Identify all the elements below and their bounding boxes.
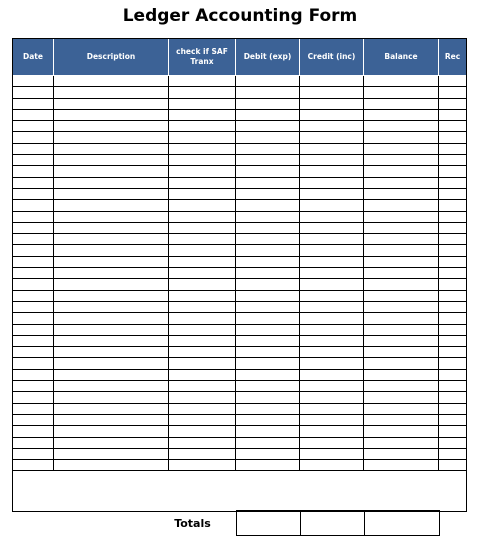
- header-credit: Credit (inc): [300, 39, 364, 76]
- ledger-row: [13, 166, 467, 177]
- date-cell[interactable]: [13, 211, 54, 222]
- date-cell[interactable]: [13, 98, 54, 109]
- credit-cell[interactable]: [300, 301, 364, 312]
- credit-cell[interactable]: [300, 109, 364, 120]
- credit-cell[interactable]: [300, 143, 364, 154]
- balance-cell[interactable]: [364, 177, 439, 188]
- balance-cell[interactable]: [364, 324, 439, 335]
- description-cell[interactable]: [54, 381, 169, 392]
- description-cell[interactable]: [54, 392, 169, 403]
- credit-cell[interactable]: [300, 358, 364, 369]
- totals-debit-cell[interactable]: [236, 510, 301, 536]
- saf-cell[interactable]: [169, 268, 236, 279]
- date-cell[interactable]: [13, 358, 54, 369]
- saf-cell[interactable]: [169, 132, 236, 143]
- credit-cell[interactable]: [300, 234, 364, 245]
- date-cell[interactable]: [13, 76, 54, 87]
- date-cell[interactable]: [13, 335, 54, 346]
- balance-cell[interactable]: [364, 234, 439, 245]
- credit-cell[interactable]: [300, 414, 364, 425]
- description-cell[interactable]: [54, 211, 169, 222]
- ledger-row: [13, 200, 467, 211]
- description-cell[interactable]: [54, 155, 169, 166]
- date-cell[interactable]: [13, 426, 54, 437]
- saf-cell[interactable]: [169, 143, 236, 154]
- description-cell[interactable]: [54, 426, 169, 437]
- debit-cell[interactable]: [236, 76, 300, 87]
- description-cell[interactable]: [54, 460, 169, 471]
- rec-cell[interactable]: [439, 426, 467, 437]
- debit-cell[interactable]: [236, 358, 300, 369]
- saf-cell[interactable]: [169, 121, 236, 132]
- credit-cell[interactable]: [300, 245, 364, 256]
- balance-cell[interactable]: [364, 347, 439, 358]
- balance-cell[interactable]: [364, 358, 439, 369]
- ledger-row: [13, 460, 467, 471]
- rec-cell[interactable]: [439, 200, 467, 211]
- saf-cell[interactable]: [169, 222, 236, 233]
- rec-cell[interactable]: [439, 414, 467, 425]
- ledger-row: [13, 279, 467, 290]
- balance-cell[interactable]: [364, 301, 439, 312]
- header-balance: Balance: [364, 39, 439, 76]
- credit-cell[interactable]: [300, 121, 364, 132]
- header-saf: check if SAF Tranx: [169, 39, 236, 76]
- debit-cell[interactable]: [236, 211, 300, 222]
- description-cell[interactable]: [54, 200, 169, 211]
- ledger-row: [13, 381, 467, 392]
- debit-cell[interactable]: [236, 381, 300, 392]
- date-cell[interactable]: [13, 437, 54, 448]
- form-title: Ledger Accounting Form: [122, 6, 358, 26]
- header-date: Date: [13, 39, 54, 76]
- description-cell[interactable]: [54, 369, 169, 380]
- description-cell[interactable]: [54, 222, 169, 233]
- credit-cell[interactable]: [300, 313, 364, 324]
- credit-cell[interactable]: [300, 132, 364, 143]
- ledger-row: [13, 324, 467, 335]
- balance-cell[interactable]: [364, 121, 439, 132]
- saf-cell[interactable]: [169, 211, 236, 222]
- ledger-row: [13, 76, 467, 87]
- saf-cell[interactable]: [169, 414, 236, 425]
- saf-cell[interactable]: [169, 177, 236, 188]
- credit-cell[interactable]: [300, 268, 364, 279]
- saf-cell[interactable]: [169, 335, 236, 346]
- balance-cell[interactable]: [364, 313, 439, 324]
- date-cell[interactable]: [13, 324, 54, 335]
- description-cell[interactable]: [54, 245, 169, 256]
- date-cell[interactable]: [13, 369, 54, 380]
- rec-cell[interactable]: [439, 437, 467, 448]
- debit-cell[interactable]: [236, 460, 300, 471]
- debit-cell[interactable]: [236, 177, 300, 188]
- ledger-row: [13, 437, 467, 448]
- ledger-table: [12, 38, 467, 471]
- debit-cell[interactable]: [236, 155, 300, 166]
- date-cell[interactable]: [13, 166, 54, 177]
- header-debit: Debit (exp): [236, 39, 300, 76]
- balance-cell[interactable]: [364, 166, 439, 177]
- ledger-row: [13, 132, 467, 143]
- rec-cell[interactable]: [439, 245, 467, 256]
- rec-cell[interactable]: [439, 256, 467, 267]
- description-cell[interactable]: [54, 143, 169, 154]
- rec-cell[interactable]: [439, 155, 467, 166]
- rec-cell[interactable]: [439, 290, 467, 301]
- credit-cell[interactable]: [300, 448, 364, 459]
- saf-cell[interactable]: [169, 166, 236, 177]
- balance-cell[interactable]: [364, 245, 439, 256]
- saf-cell[interactable]: [169, 76, 236, 87]
- rec-cell[interactable]: [439, 211, 467, 222]
- balance-cell[interactable]: [364, 403, 439, 414]
- saf-cell[interactable]: [169, 188, 236, 199]
- rec-cell[interactable]: [439, 98, 467, 109]
- rec-cell[interactable]: [439, 347, 467, 358]
- balance-cell[interactable]: [364, 256, 439, 267]
- debit-cell[interactable]: [236, 234, 300, 245]
- description-cell[interactable]: [54, 87, 169, 98]
- rec-cell[interactable]: [439, 87, 467, 98]
- rec-cell[interactable]: [439, 369, 467, 380]
- balance-cell[interactable]: [364, 381, 439, 392]
- debit-cell[interactable]: [236, 403, 300, 414]
- credit-cell[interactable]: [300, 460, 364, 471]
- credit-cell[interactable]: [300, 200, 364, 211]
- rec-cell[interactable]: [439, 268, 467, 279]
- header-rec: Rec: [439, 39, 467, 76]
- header-description: Description: [54, 39, 169, 76]
- ledger-row: [13, 301, 467, 312]
- rec-cell[interactable]: [439, 392, 467, 403]
- balance-cell[interactable]: [364, 290, 439, 301]
- totals-balance-cell[interactable]: [364, 510, 440, 536]
- balance-cell[interactable]: [364, 414, 439, 425]
- debit-cell[interactable]: [236, 347, 300, 358]
- rec-cell[interactable]: [439, 313, 467, 324]
- credit-cell[interactable]: [300, 256, 364, 267]
- description-cell[interactable]: [54, 256, 169, 267]
- ledger-row: [13, 369, 467, 380]
- ledger-row: [13, 414, 467, 425]
- description-cell[interactable]: [54, 234, 169, 245]
- credit-cell[interactable]: [300, 426, 364, 437]
- ledger-row: [13, 403, 467, 414]
- debit-cell[interactable]: [236, 109, 300, 120]
- ledger-row: [13, 222, 467, 233]
- saf-cell[interactable]: [169, 234, 236, 245]
- date-cell[interactable]: [13, 234, 54, 245]
- saf-cell[interactable]: [169, 256, 236, 267]
- date-cell[interactable]: [13, 448, 54, 459]
- balance-cell[interactable]: [364, 437, 439, 448]
- debit-cell[interactable]: [236, 188, 300, 199]
- debit-cell[interactable]: [236, 313, 300, 324]
- saf-cell[interactable]: [169, 290, 236, 301]
- ledger-row: [13, 245, 467, 256]
- ledger-row: [13, 121, 467, 132]
- debit-cell[interactable]: [236, 121, 300, 132]
- ledger-row: [13, 358, 467, 369]
- rec-cell[interactable]: [439, 109, 467, 120]
- description-cell[interactable]: [54, 324, 169, 335]
- ledger-row: [13, 177, 467, 188]
- rec-cell[interactable]: [439, 279, 467, 290]
- ledger-row: [13, 155, 467, 166]
- saf-cell[interactable]: [169, 200, 236, 211]
- ledger-row: [13, 234, 467, 245]
- debit-cell[interactable]: [236, 437, 300, 448]
- ledger-row: [13, 347, 467, 358]
- balance-cell[interactable]: [364, 211, 439, 222]
- totals-credit-cell[interactable]: [300, 510, 365, 536]
- debit-cell[interactable]: [236, 166, 300, 177]
- description-cell[interactable]: [54, 290, 169, 301]
- balance-cell[interactable]: [364, 448, 439, 459]
- rec-cell[interactable]: [439, 448, 467, 459]
- date-cell[interactable]: [13, 121, 54, 132]
- ledger-row: [13, 98, 467, 109]
- rec-cell[interactable]: [439, 166, 467, 177]
- ledger-row: [13, 392, 467, 403]
- saf-cell[interactable]: [169, 426, 236, 437]
- saf-cell[interactable]: [169, 109, 236, 120]
- debit-cell[interactable]: [236, 132, 300, 143]
- credit-cell[interactable]: [300, 166, 364, 177]
- saf-cell[interactable]: [169, 98, 236, 109]
- saf-cell[interactable]: [169, 324, 236, 335]
- debit-cell[interactable]: [236, 426, 300, 437]
- balance-cell[interactable]: [364, 460, 439, 471]
- balance-cell[interactable]: [364, 132, 439, 143]
- rec-cell[interactable]: [439, 324, 467, 335]
- balance-cell[interactable]: [364, 335, 439, 346]
- date-cell[interactable]: [13, 268, 54, 279]
- rec-cell[interactable]: [439, 132, 467, 143]
- saf-cell[interactable]: [169, 245, 236, 256]
- balance-cell[interactable]: [364, 109, 439, 120]
- header-row: [13, 39, 467, 76]
- credit-cell[interactable]: [300, 347, 364, 358]
- credit-cell[interactable]: [300, 211, 364, 222]
- balance-cell[interactable]: [364, 426, 439, 437]
- saf-cell[interactable]: [169, 403, 236, 414]
- date-cell[interactable]: [13, 301, 54, 312]
- rec-cell[interactable]: [439, 188, 467, 199]
- date-cell[interactable]: [13, 245, 54, 256]
- ledger-row: [13, 335, 467, 346]
- totals-label: Totals: [174, 517, 211, 530]
- debit-cell[interactable]: [236, 392, 300, 403]
- balance-cell[interactable]: [364, 87, 439, 98]
- credit-cell[interactable]: [300, 437, 364, 448]
- balance-cell[interactable]: [364, 222, 439, 233]
- rec-cell[interactable]: [439, 234, 467, 245]
- credit-cell[interactable]: [300, 403, 364, 414]
- description-cell[interactable]: [54, 301, 169, 312]
- description-cell[interactable]: [54, 414, 169, 425]
- balance-cell[interactable]: [364, 279, 439, 290]
- ledger-body: [13, 76, 467, 471]
- description-cell[interactable]: [54, 448, 169, 459]
- credit-cell[interactable]: [300, 222, 364, 233]
- rec-cell[interactable]: [439, 143, 467, 154]
- date-cell[interactable]: [13, 200, 54, 211]
- debit-cell[interactable]: [236, 98, 300, 109]
- credit-cell[interactable]: [300, 279, 364, 290]
- ledger-row: [13, 426, 467, 437]
- date-cell[interactable]: [13, 381, 54, 392]
- ledger-row: [13, 211, 467, 222]
- ledger-row: [13, 313, 467, 324]
- date-cell[interactable]: [13, 188, 54, 199]
- rec-cell[interactable]: [439, 460, 467, 471]
- saf-cell[interactable]: [169, 301, 236, 312]
- balance-cell[interactable]: [364, 188, 439, 199]
- debit-cell[interactable]: [236, 222, 300, 233]
- debit-cell[interactable]: [236, 335, 300, 346]
- credit-cell[interactable]: [300, 98, 364, 109]
- ledger-row: [13, 87, 467, 98]
- saf-cell[interactable]: [169, 313, 236, 324]
- balance-cell[interactable]: [364, 76, 439, 87]
- credit-cell[interactable]: [300, 177, 364, 188]
- saf-cell[interactable]: [169, 155, 236, 166]
- debit-cell[interactable]: [236, 87, 300, 98]
- saf-cell[interactable]: [169, 358, 236, 369]
- debit-cell[interactable]: [236, 290, 300, 301]
- date-cell[interactable]: [13, 279, 54, 290]
- date-cell[interactable]: [13, 155, 54, 166]
- rec-cell[interactable]: [439, 222, 467, 233]
- saf-cell[interactable]: [169, 392, 236, 403]
- description-cell[interactable]: [54, 437, 169, 448]
- ledger-row: [13, 188, 467, 199]
- description-cell[interactable]: [54, 313, 169, 324]
- date-cell[interactable]: [13, 460, 54, 471]
- rec-cell[interactable]: [439, 403, 467, 414]
- debit-cell[interactable]: [236, 301, 300, 312]
- balance-cell[interactable]: [364, 369, 439, 380]
- rec-cell[interactable]: [439, 358, 467, 369]
- date-cell[interactable]: [13, 143, 54, 154]
- saf-cell[interactable]: [169, 279, 236, 290]
- balance-cell[interactable]: [364, 143, 439, 154]
- date-cell[interactable]: [13, 222, 54, 233]
- saf-cell[interactable]: [169, 437, 236, 448]
- credit-cell[interactable]: [300, 155, 364, 166]
- debit-cell[interactable]: [236, 256, 300, 267]
- debit-cell[interactable]: [236, 324, 300, 335]
- credit-cell[interactable]: [300, 335, 364, 346]
- date-cell[interactable]: [13, 403, 54, 414]
- credit-cell[interactable]: [300, 324, 364, 335]
- saf-cell[interactable]: [169, 460, 236, 471]
- credit-cell[interactable]: [300, 369, 364, 380]
- date-cell[interactable]: [13, 256, 54, 267]
- debit-cell[interactable]: [236, 414, 300, 425]
- description-cell[interactable]: [54, 268, 169, 279]
- rec-cell[interactable]: [439, 121, 467, 132]
- debit-cell[interactable]: [236, 448, 300, 459]
- credit-cell[interactable]: [300, 188, 364, 199]
- balance-cell[interactable]: [364, 200, 439, 211]
- date-cell[interactable]: [13, 313, 54, 324]
- saf-cell[interactable]: [169, 347, 236, 358]
- rec-cell[interactable]: [439, 76, 467, 87]
- credit-cell[interactable]: [300, 87, 364, 98]
- description-cell[interactable]: [54, 166, 169, 177]
- rec-cell[interactable]: [439, 381, 467, 392]
- date-cell[interactable]: [13, 87, 54, 98]
- saf-cell[interactable]: [169, 369, 236, 380]
- debit-cell[interactable]: [236, 143, 300, 154]
- credit-cell[interactable]: [300, 392, 364, 403]
- credit-cell[interactable]: [300, 381, 364, 392]
- debit-cell[interactable]: [236, 279, 300, 290]
- description-cell[interactable]: [54, 188, 169, 199]
- description-cell[interactable]: [54, 177, 169, 188]
- rec-cell[interactable]: [439, 301, 467, 312]
- debit-cell[interactable]: [236, 200, 300, 211]
- date-cell[interactable]: [13, 290, 54, 301]
- description-cell[interactable]: [54, 347, 169, 358]
- date-cell[interactable]: [13, 392, 54, 403]
- saf-cell[interactable]: [169, 448, 236, 459]
- debit-cell[interactable]: [236, 268, 300, 279]
- description-cell[interactable]: [54, 279, 169, 290]
- description-cell[interactable]: [54, 76, 169, 87]
- description-cell[interactable]: [54, 109, 169, 120]
- ledger-row: [13, 448, 467, 459]
- saf-cell[interactable]: [169, 87, 236, 98]
- date-cell[interactable]: [13, 177, 54, 188]
- rec-cell[interactable]: [439, 177, 467, 188]
- debit-cell[interactable]: [236, 245, 300, 256]
- ledger-row: [13, 268, 467, 279]
- description-cell[interactable]: [54, 121, 169, 132]
- date-cell[interactable]: [13, 132, 54, 143]
- description-cell[interactable]: [54, 403, 169, 414]
- date-cell[interactable]: [13, 109, 54, 120]
- date-cell[interactable]: [13, 414, 54, 425]
- ledger-row: [13, 109, 467, 120]
- rec-cell[interactable]: [439, 335, 467, 346]
- credit-cell[interactable]: [300, 290, 364, 301]
- balance-cell[interactable]: [364, 392, 439, 403]
- balance-cell[interactable]: [364, 155, 439, 166]
- debit-cell[interactable]: [236, 369, 300, 380]
- description-cell[interactable]: [54, 98, 169, 109]
- description-cell[interactable]: [54, 358, 169, 369]
- credit-cell[interactable]: [300, 76, 364, 87]
- saf-cell[interactable]: [169, 381, 236, 392]
- balance-cell[interactable]: [364, 98, 439, 109]
- ledger-row: [13, 143, 467, 154]
- ledger-row: [13, 256, 467, 267]
- description-cell[interactable]: [54, 132, 169, 143]
- balance-cell[interactable]: [364, 268, 439, 279]
- description-cell[interactable]: [54, 335, 169, 346]
- date-cell[interactable]: [13, 347, 54, 358]
- ledger-row: [13, 290, 467, 301]
